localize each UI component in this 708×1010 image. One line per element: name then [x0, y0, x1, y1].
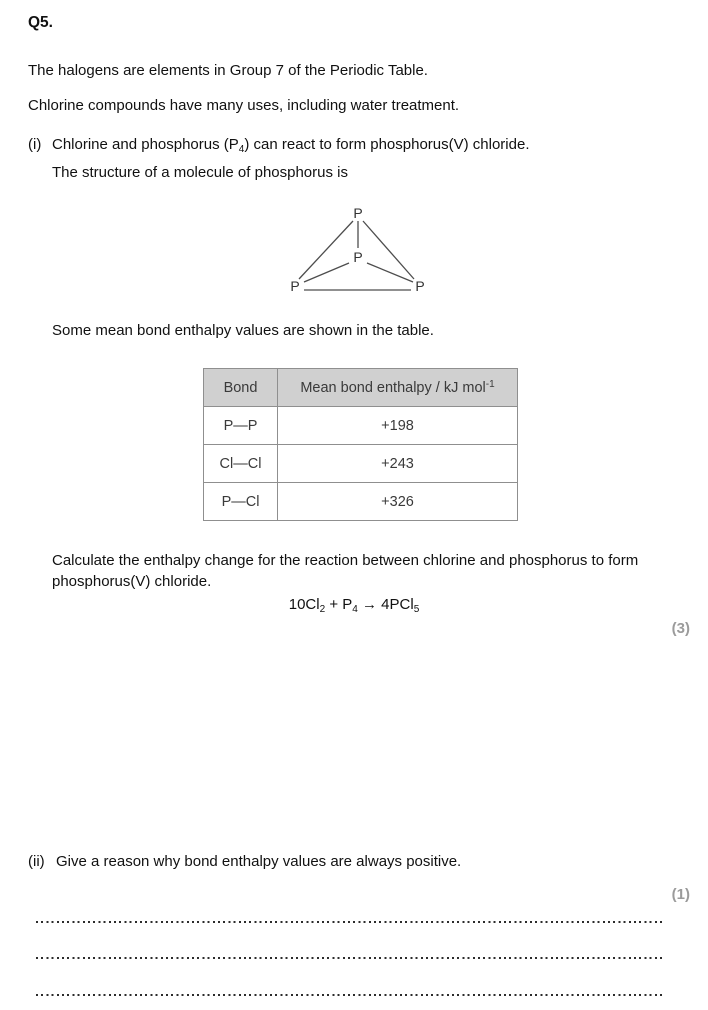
bond-top-bottomleft [299, 221, 353, 279]
atom-p-center: P [353, 249, 363, 265]
header-enthalpy-text: Mean bond enthalpy / kJ mol [300, 379, 486, 396]
atom-p-bottom-left: P [290, 278, 300, 294]
part-ii-question: Give a reason why bond enthalpy values are always positive. [56, 853, 462, 870]
cl2-subscript: 2 [319, 604, 326, 615]
marks-part-ii: (1) [671, 886, 690, 903]
table-header-row [204, 369, 518, 407]
part-i-statement-text: Chlorine and phosphorus (P [52, 136, 239, 153]
table-row [204, 483, 518, 521]
value-cell: +198 [278, 407, 518, 445]
equation-text: + P [325, 596, 353, 613]
pcl5-subscript: 5 [413, 604, 420, 615]
bond-cell: P—P [204, 407, 278, 445]
equation-text: → 4PCl [357, 596, 414, 613]
atom-p-bottom-right: P [415, 278, 425, 294]
part-i-label: (i) [28, 136, 42, 153]
bond-cell: Cl—Cl [204, 445, 278, 483]
p4-subscript: 4 [238, 144, 245, 155]
intro-paragraph-2: Chlorine compounds have many uses, including water treatment. [28, 97, 460, 114]
part-i-statement-text-2: ) can react to form phosphorus(V) chloride. [244, 136, 530, 153]
header-enthalpy [278, 369, 518, 407]
part-ii-label: (ii) [28, 853, 45, 870]
calculation-instruction-line2: phosphorus(V) chloride. [52, 573, 212, 590]
table-row [204, 445, 518, 483]
reaction-equation [28, 596, 680, 613]
marks-part-i: (3) [671, 620, 690, 637]
answer-line-3 [36, 994, 665, 996]
calculation-instruction-line1: Calculate the enthalpy change for the reaction between chlorine and phosphorus to form [52, 552, 639, 569]
structure-caption: The structure of a molecule of phosphorus is [52, 164, 348, 181]
calculation-instruction [52, 550, 688, 592]
bond-enthalpy-table [203, 368, 518, 521]
equation-text: 10Cl [288, 596, 320, 613]
bond-center-bottomright [367, 263, 413, 282]
value-cell: +326 [278, 483, 518, 521]
bond-top-bottomright [363, 221, 414, 279]
table-intro-text: Some mean bond enthalpy values are shown in the table. [52, 322, 434, 339]
phosphorus-structure-diagram [280, 200, 440, 300]
atom-p-top: P [353, 205, 363, 221]
intro-paragraph-1: The halogens are elements in Group 7 of the Periodic Table. [28, 62, 428, 79]
header-bond: Bond [204, 369, 278, 407]
header-enthalpy-superscript: -1 [485, 378, 495, 390]
value-cell: +243 [278, 445, 518, 483]
table-row [204, 407, 518, 445]
part-i-statement [52, 136, 529, 153]
answer-line-2 [36, 957, 665, 959]
p4-subscript: 4 [352, 604, 358, 615]
answer-line-1 [36, 921, 665, 923]
question-number: Q5. [28, 14, 53, 31]
bond-cell: P—Cl [204, 483, 278, 521]
